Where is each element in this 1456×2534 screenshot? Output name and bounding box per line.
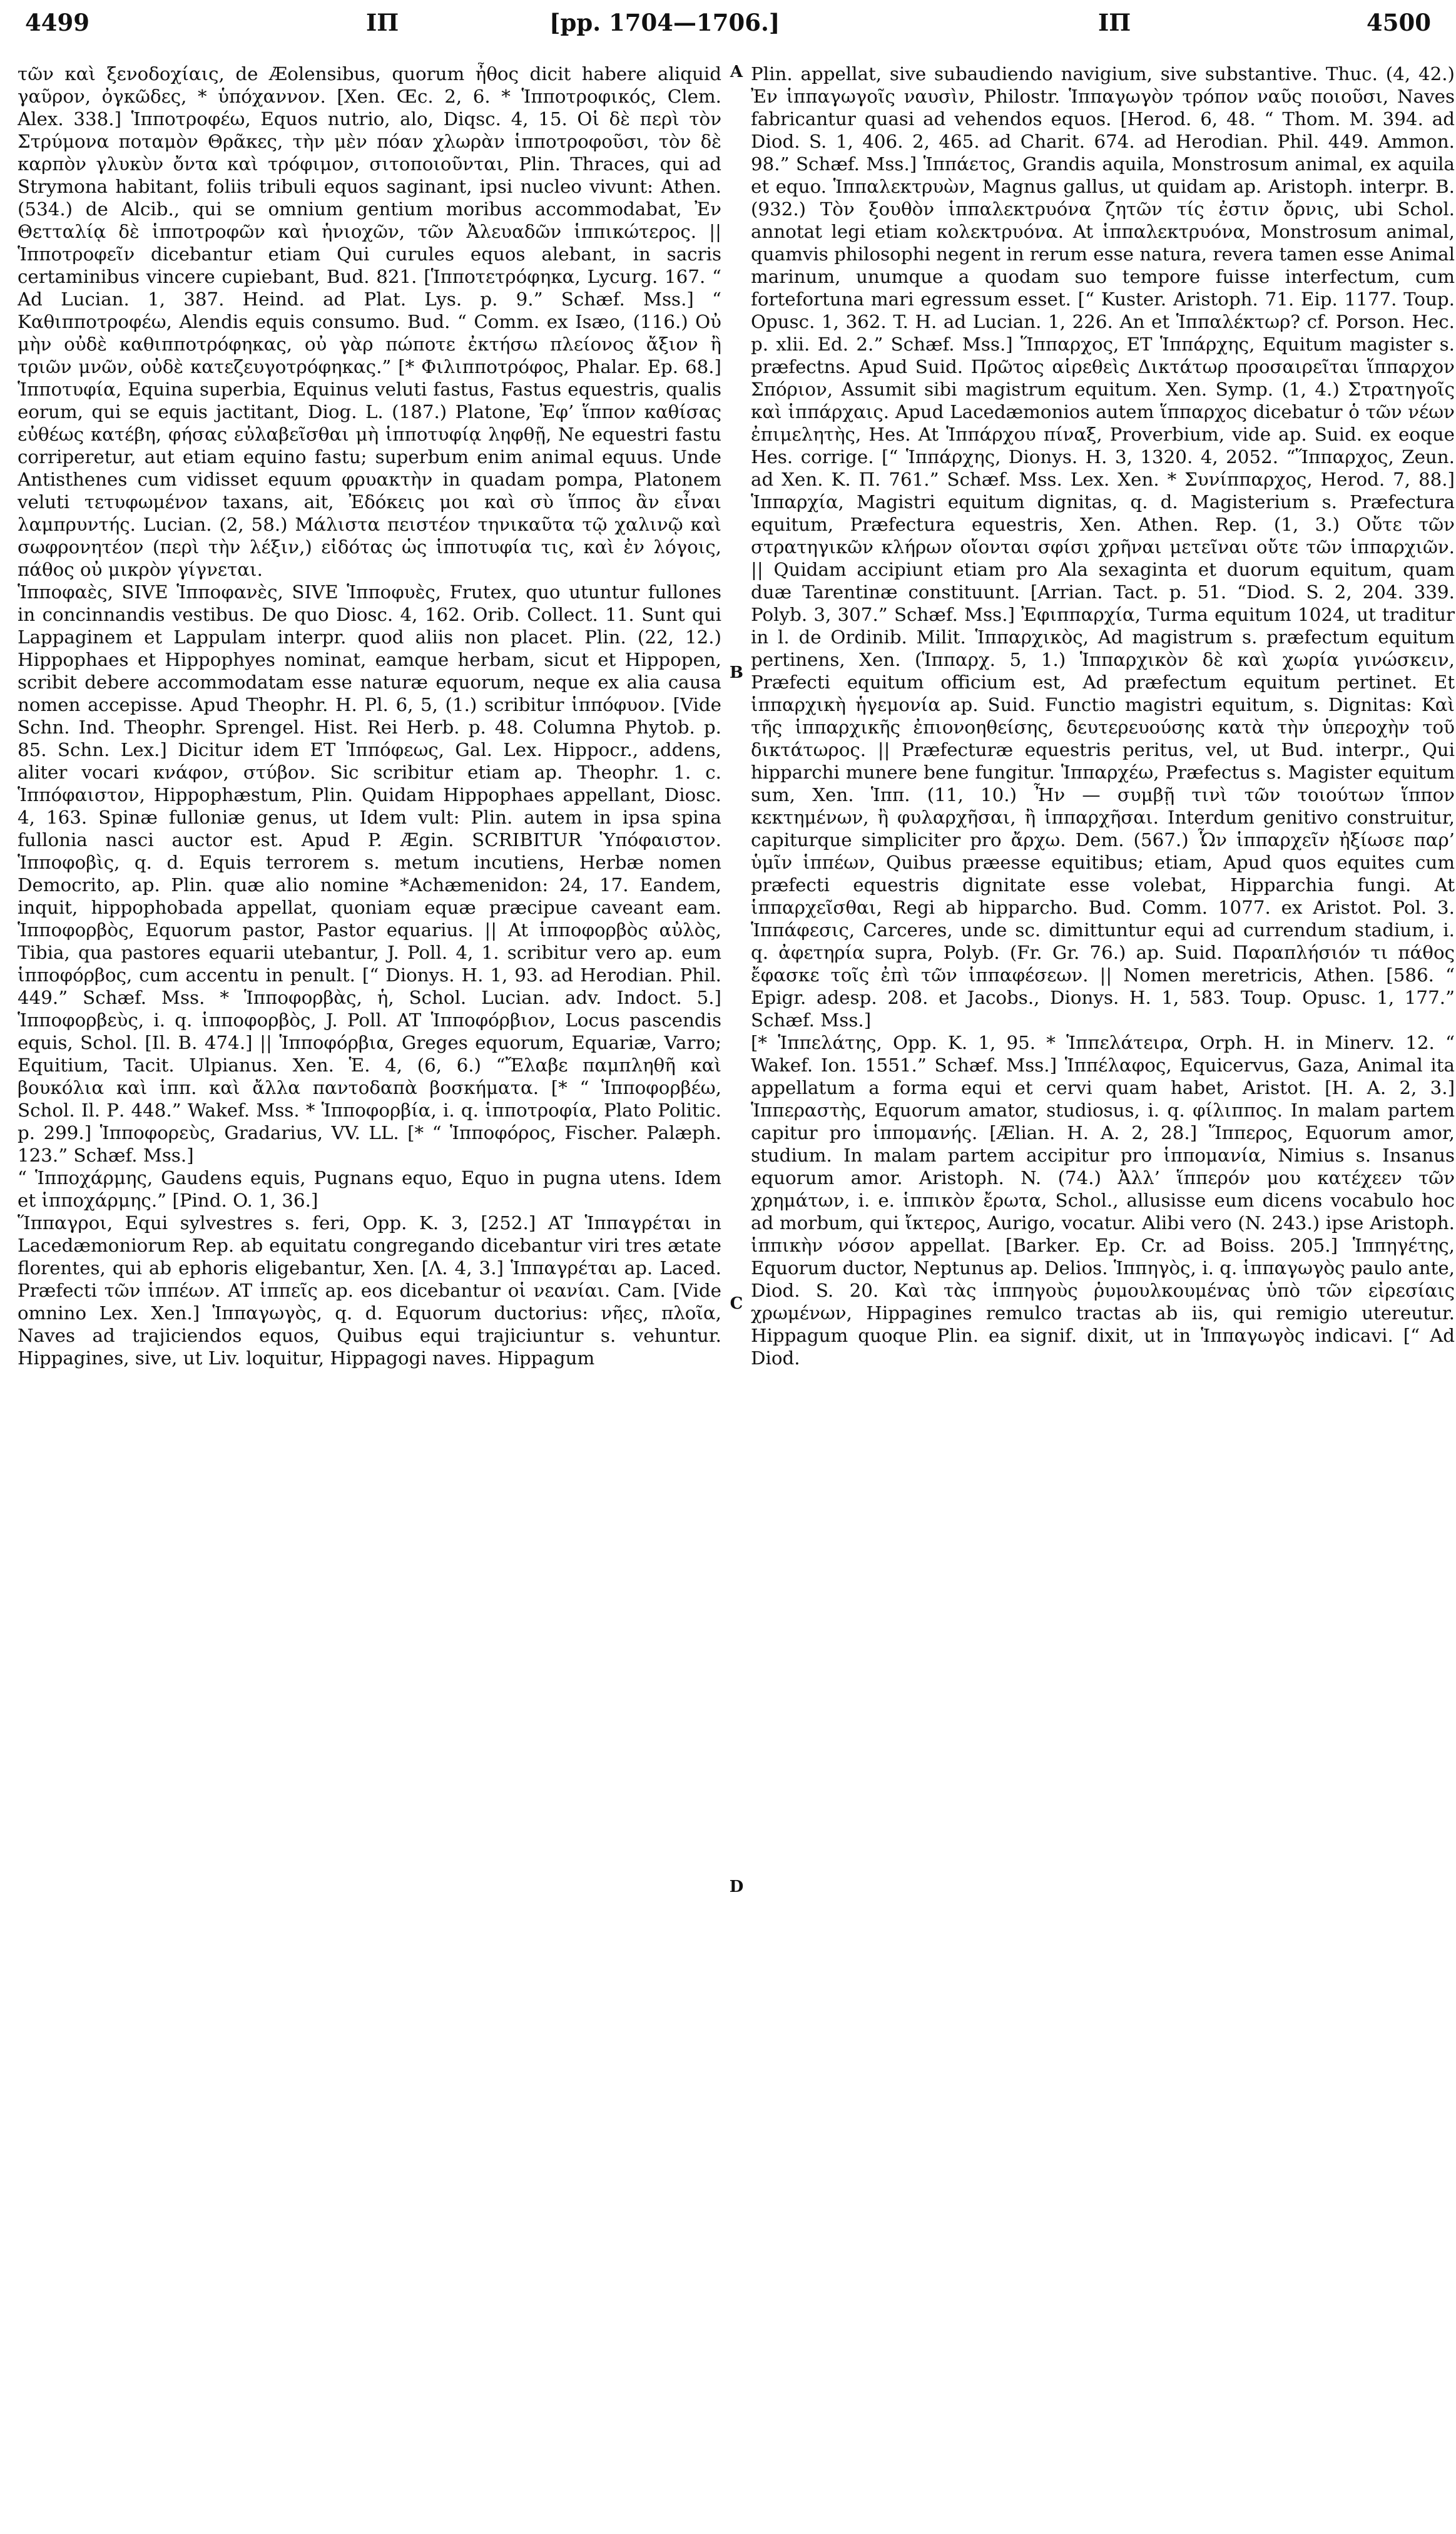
section-marker-a: A [730, 63, 743, 81]
page-header [25, 9, 1431, 46]
entry-paragraph: Ἱπποφαὲς, SIVE Ἱπποφανὲς, SIVE Ἱπποφυὲς, Frutex, quo utuntur fullones in concinnandis vestibus. De quo Diosc. 4, 162. Orib. Collect. 11. Sunt qui Lappaginem et Lappulam interpr. quod aliis non placet. Plin. (22, 12.) Hippophaes et Hippophyes nominat, eamque herbam, sicut et Hippopen, scribit debere accommodatam esse naturæ equorum, neque ex alia causa nomen accepisse. Apud Theophr. H. Pl. 6, 5, (1.) scribitur ἱππόφυον. [Vide Schn. Ind. Theophr. Sprengel. Hist. Rei Herb. p. 48. Columna Phytob. p. 85. Schn. Lex.] Dicitur idem ET Ἱππόφεως, Gal. Lex. Hippocr., addens, aliter vocari κνάφον, στύβον. Sic scribitur etiam ap. Theophr. 1. c. Ἱππόφαιστον, Hippophæstum, Plin. Quidam Hippophaes appellant, Diosc. 4, 163. Spinæ fulloniæ genus, ut Idem vult: Plin. autem in ipsa spina fullonia nasci auctor est. Apud P. Ægin. SCRIBITUR Ὑπόφαιστον. Ἱπποφοβὶς, q. d. Equis terrorem s. metum incutiens, Herbæ nomen Democrito, ap. Plin. quæ alio nomine *Achæmenidon: 24, 17. Eandem, inquit, hippophobada appellat, quoniam equæ præcipue caveant eam. Ἱπποφορβὸς, Equorum pastor, Pastor equarius. || At ἱπποφορβὸς αὐλὸς, Tibia, qua pastores equarii utebantur, J. Poll. 4, 1. scribitur vero ap. eum ἱπποφόρβος, cum accentu in penult. [“ Dionys. H. 1, 93. ad Herodian. Phil. 449.” Schæf. Mss. * Ἱπποφορβὰς, ἡ, Schol. Lucian. adv. Indoct. 5.] Ἱπποφορβεὺς, i. q. ἱπποφορβὸς, J. Poll. AT Ἱπποφόρβιον, Locus pascendis equis, Schol. [Il. B. 474.] || Ἱπποφόρβια, Greges equorum, Equariæ, Varro; Equitium, Tacit. Ulpianus. Xen. Ἑ. 4, (6, 6.) “Ἔλαβε παμπληθῆ καὶ βουκόλια καὶ ἱππ. καὶ ἄλλα παντοδαπὰ βοσκήματα. [* “ Ἱπποφορβέω, Schol. Il. Ρ. 448.” Wakef. Mss. * Ἱπποφορβία, i. q. ἱπποτροφία, Plato Politic. p. 299.] Ἱπποφορεὺς, Gradarius, VV. LL. [* “ Ἱπποφόρος, Fischer. Palæph. 123.” Schæf. Mss.] [18, 581, 721, 1166]
entry-paragraph: [* Ἱππελάτης, Opp. K. 1, 95. * Ἱππελάτειρα, Orph. H. in Minerv. 12. “ Wakef. Ion. 1551.” Schæf. Mss.] Ἱππέλαφος, Equicervus, Gaza, Animal ita appellatum a forma equi et cervi quam habet, Aristot. [H. A. 2, 3.] Ἱππεραστὴς, Equorum amator, studiosus, i. q. φίλιππος. In malam partem capitur pro ἱππομανής. [Ælian. H. A. 2, 28.] Ἵππερος, Equorum amor, studium. In malam partem accipitur pro ἱππομανία, Nimius s. Insanus equorum amor. Aristoph. N. (74.) Ἀλλ’ ἵππερόν μου κατέχεεν τῶν χρημάτων, i. e. ἱππικὸν ἔρωτα, Schol., allusisse eum dicens vocabulo hoc ad morbum, qui ἴκτερος, Aurigo, vocatur. Alibi vero (N. 243.) ipse Aristoph. ἱππικὴν νόσον appellat. [Barker. Ep. Cr. ad Boiss. 205.] Ἱππηγέτης, Equorum ductor, Neptunus ap. Delios. Ἱππηγὸς, i. q. ἱππαγωγὸς paulo ante, Diod. S. 20. Καὶ τὰς ἱππηγοὺς ῥυμουλκουμένας ὑπὸ τῶν εἰρεσίαις χρωμένων, Hippagines remulco tractas ab iis, qui remigio utereutur. Hippagum quoque Plin. ea signif. dixit, ut in Ἱππαγωγὸς indicavi. [“ Ad Diod. [751, 1032, 1455, 1369]
section-marker-c: C [730, 1294, 743, 1313]
right-running-headword: ΙΠ [1098, 9, 1131, 36]
left-page-number: 4499 [25, 9, 89, 36]
left-column [18, 63, 721, 2516]
section-marker-b: B [730, 663, 743, 682]
entry-paragraph: Plin. appellat, sive subaudiendo navigium, sive substantive. Thuc. (4, 42.) Ἐν ἱππαγωγοῖς ναυσὶν, Philostr. Ἱππαγωγὸν τρόπον ναῦς ποιοῦσι, Naves fabricantur quasi ad vehendos equos. [Herod. 6, 48. “ Thom. M. 394. ad Diod. S. 1, 406. 2, 465. ad Charit. 674. ad Herodian. Phil. 449. Ammon. 98.” Schæf. Mss.] Ἱππάετος, Grandis aquila, Monstrosum animal, ex aquila et equo. Ἱππαλεκτρυὼν, Magnus gallus, ut quidam ap. Aristoph. interpr. B. (932.) Τὸν ξουθὸν ἱππαλεκτρυόνα ζητῶν τίς ἐστιν ὄρνις, ubi Schol. annotat legi etiam κολεκτρυόνα. At ἱππαλεκτρυόνα, Monstrosum animal, quamvis philosophi negent in rerum esse natura, revera tamen esse Animal marinum, unumque a quodam suo tempore fuisse interfectum, cum fortefortuna mari egressum esset. [“ Kuster. Aristoph. 71. Eip. 1177. Toup. Opusc. 1, 362. T. H. ad Lucian. 1, 226. An et Ἱππαλέκτωρ? cf. Porson. Hec. p. xlii. Ed. 2.” Schæf. Mss.] Ἵππαρχος, ET Ἱππάρχης, Equitum magister s. præfectns. Apud Suid. Πρῶτος αἱρεθεὶς Δικτάτωρ προσαιρεῖται ἵππαρχον Σπόριον, Assumit sibi magistrum equitum. Xen. Symp. (1, 4.) Στρατηγοῖς καὶ ἱππάρχαις. Apud Lacedæmonios autem ἵππαρχος dicebatur ὁ τῶν νέων ἐπιμελητὴς, Hes. At Ἱππάρχου πίναξ, Proverbium, vide ap. Suid. ex eoque Hes. corrige. [“ Ἱππάρχης, Dionys. H. 3, 1320. 4, 2052. “Ἵππαρχος, Zeun. ad Xen. K. Π. 761.” Schæf. Mss. Lex. Xen. * Συνίππαρχος, Herod. 7, 88.] Ἱππαρχία, Magistri equitum dignitas, q. d. Magisterium s. Præfectura equitum, Præfectura equestris, Xen. Athen. Rep. (1, 3.) Οὔτε τῶν στρατηγικῶν κλήρων οἴονται σφίσι χρῆναι μετεῖναι οὔτε τῶν ἱππαρχιῶν. || Quidam accipiunt etiam pro Ala sexaginta et duorum equitum, quam duæ Tarentinæ constituunt. [Arrian. Tact. p. 51. “Diod. S. 2, 204. 339. Polyb. 3, 307.” Schæf. Mss.] Ἐφιππαρχία, Turma equitum 1024, ut traditur in l. de Ordinib. Milit. Ἱππαρχικὸς, Ad magistrum s. præfectum equitum pertinens, Xen. (Ἱππαρχ. 5, 1.) Ἱππαρχικὸν δὲ καὶ χωρία γινώσκειν, Præfecti equitum officium est, Ad præfectum equitum pertinet. Et ἱππαρχικὴ ἡγεμονία ap. Suid. Functio magistri equitum, s. Dignitas: Καὶ τῆς ἱππαρχικῆς ἐπιονοηθείσης, δευτερευούσης κατὰ τὴν ὑπεροχὴν τοῦ δικτάτωρος. || Præfecturæ equestris peritus, vel, ut Bud. interpr., Qui hipparchi munere bene fungitur. Ἱππαρχέω, Præfectus s. Magister equitum sum, Xen. Ἱππ. (11, 10.) Ἦν — συμβῇ τινὶ τῶν τοιούτων ἵππον κεκτημένων, ἢ φυλαρχῆσαι, ἢ ἱππαρχῆσαι. Interdum genitivo construitur, capiturque simpliciter pro ἄρχω. Dem. (567.) Ὧν ἱππαρχεῖν ἠξίωσε παρ’ ὑμῖν ἱππέων, Quibus præesse equitibus; etiam, Apud quos equites cum præfecti equestris dignitate esse volebat, Hipparchia fungi. At ἱππαρχεῖσθαι, Regi ab hipparcho. Bud. Comm. 1077. ex Aristot. Pol. 3. Ἱππάφεσις, Carceres, unde sc. dimittuntur equi ad currendum stadium, i. q. ἀφετηρία supra, Polyb. (Fr. Gr. 76.) ap. Suid. Παραπλήσιόν τι πάθος ἔφασκε τοῖς ἐπὶ τῶν ἱππαφέσεων. || Nomen meretricis, Athen. [586. “ Epigr. adesp. 208. et Jacobs., Dionys. H. 1, 583. Toup. Opusc. 1, 177.” Schæf. Mss.] [751, 63, 1455, 1031]
right-page-number: 4500 [1367, 9, 1431, 36]
entry-paragraph: τῶν καὶ ξενοδοχίαις, de Æolensibus, quorum ἦθος dicit habere aliquid γαῦρον, ὀγκῶδες, * ὑπόχαννον. [Xen. Œc. 2, 6. * Ἱπποτροφικός, Clem. Alex. 338.] Ἱπποτροφέω, Equos nutrio, alo, Diqsc. 4, 15. Οἱ δὲ περὶ τὸν Στρύμονα ποταμὸν Θρᾶκες, τὴν μὲν πόαν χλωρὰν ἱπποτροφοῦσι, τὸν δὲ καρπὸν γλυκὺν ὄντα καὶ τρόφιμον, σιτοποιοῦνται, Plin. Thraces, qui ad Strymona habitant, foliis tribuli equos saginant, ipsi nucleo vivunt: Athen. (534.) de Alcib., qui se omnium gentium moribus accommodabat, Ἐν Θετταλίᾳ δὲ ἱπποτροφῶν καὶ ἡνιοχῶν, τῶν Ἀλευαδῶν ἱππικώτερος. || Ἱπποτροφεῖν dicebantur etiam Qui curules equos alebant, in sacris certaminibus vincere cupiebant, Bud. 821. [Ἱπποτετρόφηκα, Lycurg. 167. “ Ad Lucian. 1, 387. Heind. ad Plat. Lys. p. 9.” Schæf. Mss.] “ Καθιπποτροφέω, Alendis equis consumo. Bud. “ Comm. ex Isæo, (116.) Οὐ μὴν οὐδὲ καθιπποτρόφηκας, οὐ γὰρ πώποτε ἐκτήσω πλείονος ἄξιον ἢ τριῶν μνῶν, οὐδὲ κατεζευγοτρόφηκας.” [* Φιλιπποτρόφος, Phalar. Ep. 68.] Ἱπποτυφία, Equina superbia, Equinus veluti fastus, Fastus equestris, qualis eorum, qui se equis jactitant, Diog. L. (187.) Platone, Ἐφ’ ἵππον καθίσας εὐθέως κατέβη, φήσας εὐλαβεῖσθαι μὴ ἱπποτυφίᾳ ληφθῇ, Ne equestri fastu corriperetur, aut etiam equino fastu; superbum enim animal equus. Unde Antisthenes cum vidisset equum φρυακτὴν in quadam pompa, Platonem veluti τετυφωμένον taxans, ait, Ἐδόκεις μοι καὶ σὺ ἵππος ἂν εἶναι λαμπρυντής. Lucian. (2, 58.) Μάλιστα πειστέον τηνικαῦτα τῷ χαλινῷ καὶ σωφρονητέον (περὶ τὴν λέξιν,) εἰδότας ὡς ἱπποτυφία τις, καὶ ἐν λόγοις, πάθος οὐ μικρὸν γίγνεται. [18, 63, 721, 580]
entry-paragraph: Ἵππαγροι, Equi sylvestres s. feri, Opp. K. 3, [252.] AT Ἱππαγρέται in Lacedæmoniorum Rep. ab equitatu congregando dicebantur viri tres ætate florentes, qui ab ephoris eligebantur, Xen. [Λ. 4, 3.] Ἱππαγρέται ap. Laced. Præfecti τῶν ἱππέων. AT ἱππεῖς ap. eos dicebantur οἱ νεανίαι. Cam. [Vide omnino Lex. Xen.] Ἱππαγωγὸς, q. d. Equorum ductorius: νῆες, πλοῖα, Naves ad trajiciendos equos, Quibus equi trajiciuntur s. vehuntur. Hippagines, sive, ut Liv. loquitur, Hippagogi naves. Hippagum [18, 1212, 721, 1369]
page-reference: [pp. 1704—1706.] [549, 9, 780, 36]
entry-paragraph: “ Ἱπποχάρμης, Gaudens equis, Pugnans equo, Equo in pugna utens. Idem et ἱπποχάρμης.” [Pind. O. 1, 36.] [18, 1167, 721, 1211]
right-column [751, 63, 1455, 2516]
left-running-headword: ΙΠ [366, 9, 399, 36]
section-marker-d: D [729, 1878, 744, 1896]
